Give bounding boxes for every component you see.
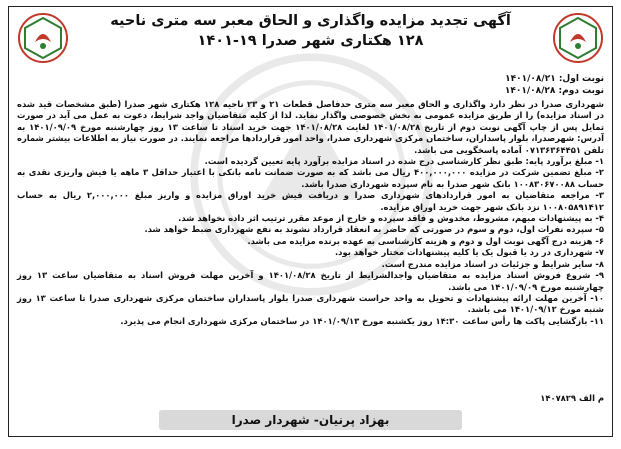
list-item: ۸- سایر شرایط و جزئیات در اسناد مزایده مندرج است.: [381, 258, 604, 269]
reference-code: م الف ۱۴۰۷۸۲۹: [540, 393, 604, 403]
list-item: ۵- سپرده نفرات اول، دوم و سوم در صورتی که حاضر به انعقاد قرارداد نشوند به نفع شهرداری ضبط خواهد شد.: [144, 224, 604, 235]
notice-title: [79, 11, 542, 51]
list-item: ۳- مراجعه متقاضیان به امور قراردادهای شهرداری صدرا و دریافت فیش خرید اوراق مزایده و واریز مبلغ ۲,۰۰۰,۰۰۰ ریال به حساب ۱۰۰۸۰۵۸۹۱۴۱۲ نزد بانک شهر جهت خرید اوراق مزایده.: [17, 190, 604, 212]
title-line-1: آگهی تجدید مزایده واگذاری و الحاق معبر سه متری ناحیه: [110, 13, 511, 29]
list-item: ۹- شروع فروش اسناد مزایده به متقاضیان واجدالشرایط از تاریخ ۱۴۰۱/۰۸/۲۸ و آخرین مهلت فروش اسناد به متقاضیان ساعت ۱۳ روز چهارشنبه مورخ ۱۴۰۱/۰۹/۰۹ می باشد.: [17, 270, 604, 292]
municipality-emblem-right: [552, 12, 604, 64]
list-item: ۱۱- بازگشایی پاکت ها رأس ساعت ۱۴:۳۰ روز یکشنبه مورخ ۱۴۰۱/۰۹/۱۳ در ساختمان مرکزی شهرداری انجام می پذیرد.: [120, 315, 604, 326]
municipality-emblem-left: [17, 12, 69, 64]
notice-page: [8, 6, 613, 437]
publication-dates: [505, 73, 604, 97]
notice-body: [17, 99, 604, 327]
title-line-2: ۱۲۸ هکتاری شهر صدرا ۱۹-۱۴۰۱: [197, 33, 424, 49]
list-item: ۲- مبلغ تضمین شرکت در مزایده ۴۰۰,۰۰۰,۰۰۰ ریال می باشد که به صورت ضمانت نامه بانکی با اعتبار حداقل ۳ ماهه یا فیش واریزی نقدی به حساب ۱۰۰۸۳۰۶۷۰۰۸۸ بانک شهر صدرا به نام سپرده شهرداری صدرا باشد.: [17, 167, 604, 189]
second-publication-date: نوبت دوم: ۱۴۰۱/۰۸/۲۸: [504, 86, 604, 96]
first-publication-date: نوبت اول: ۱۴۰۱/۰۸/۲۱: [505, 74, 604, 84]
signature-footer: بهزاد پرنیان- شهردار صدرا: [159, 410, 462, 430]
intro-paragraph: شهرداری صدرا در نظر دارد واگذاری و الحاق معبر سه متری حدفاصل قطعات ۲۱ و ۲۳ ناحیه ۱۲۸ هکتاری شهر صدرا (طبق مشخصات قید شده در اسناد مزایده) را از طریق مزایده عمومی به بخش خصوصی واگذار نماید. لذا از کلیه متقاضیان واجد شرایط، دعوت به عمل می آید در صورت تمایل پس از چاپ آگهی نوبت دوم از تاریخ ۱۴۰۱/۰۸/۲۸ لغایت ۱۴۰۱/۰۸/۲۸ جهت خرید اسناد تا ساعت ۱۳ روز چهارشنبه مورخ ۱۴۰۱/۰۹/۰۹ به آدرس: شهرصدرا، بلوار پاسداران، ساختمان مرکزی شهرداری صدرا، واحد امور قراردادها مراجعه نمایند. در صورت نیاز به اطلاعات بیشتر شماره تلفن ۰۷۱۳۶۳۶۴۴۵۱ آماده پاسخگویی می باشد.: [17, 99, 605, 155]
list-item: ۶- هزینه درج آگهی نوبت اول و دوم و هزینه کارشناسی به عهده برنده مزایده می باشد.: [247, 235, 604, 246]
list-item: ۱- مبلغ برآورد پایه: طبق نظر کارشناسی درج شده در اسناد مزایده برآورد پایه تعیین گردیده است.: [204, 156, 604, 167]
list-item: ۷- شهرداری در رد یا قبول یک یا کلیه پیشنهادات مختار خواهد بود.: [334, 247, 604, 258]
list-item: ۴- به پیشنهادات مبهم، مشروط، مخدوش و فاقد سپرده و خارج از موعد مقرر ترتیب اثر داده نخواهد شد.: [178, 213, 604, 224]
list-item: ۱۰- آخرین مهلت ارائه پیشنهادات و تحویل به واحد حراست شهرداری صدرا بلوار پاسداران ساختمان مرکزی شهرداری صدرا تا ساعت ۱۳ روز شنبه مورخ ۱۴۰۱/۰۹/۱۲ می باشد.: [17, 292, 604, 315]
